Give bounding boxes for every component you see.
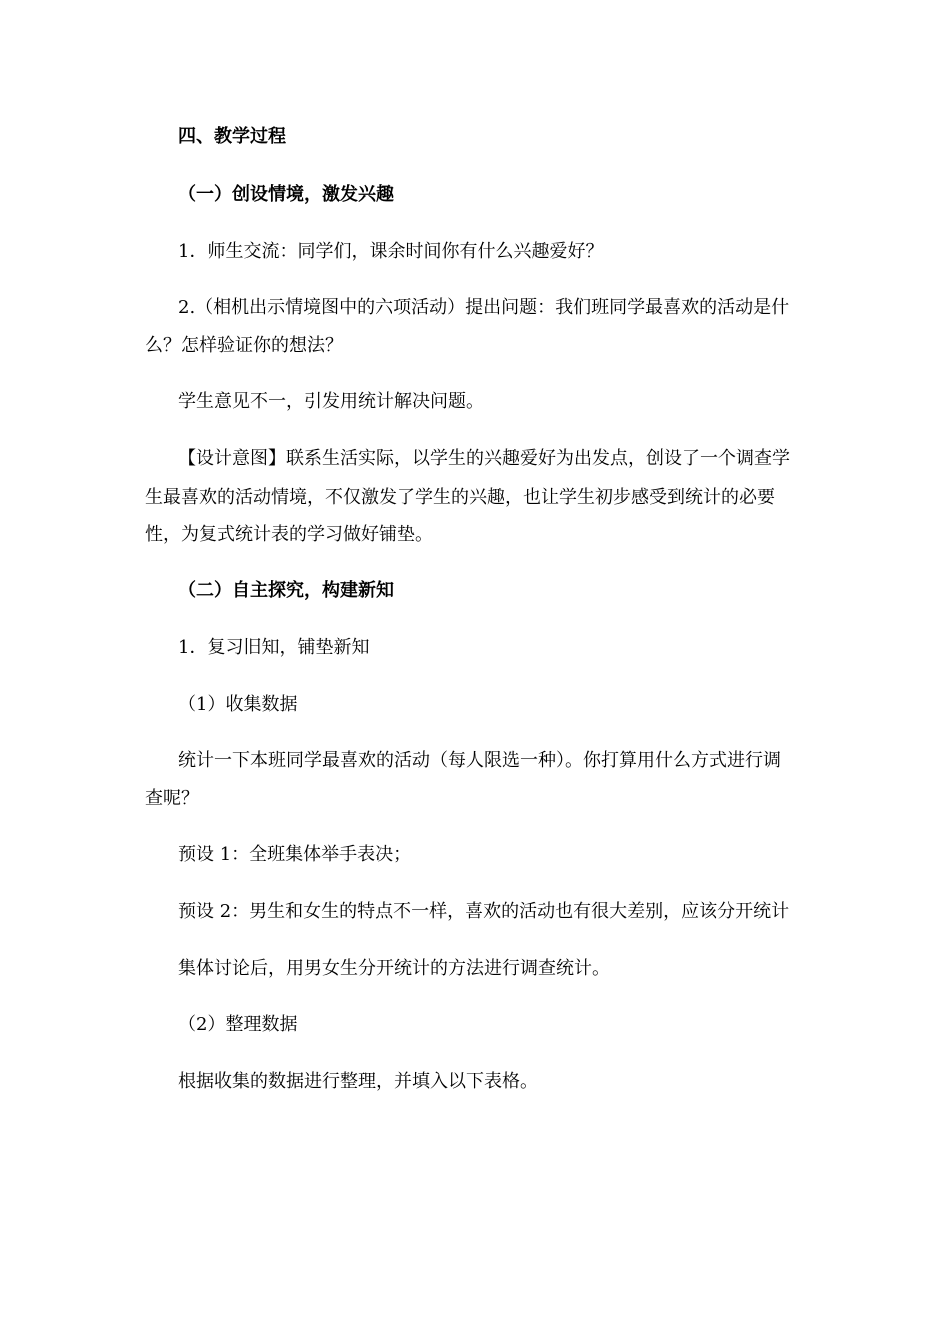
paragraph-11: （2）整理数据 <box>178 1014 298 1035</box>
paragraph-3: 学生意见不一，引发用统计解决问题。 <box>178 391 484 412</box>
paragraph-1: 1．师生交流：同学们，课余时间你有什么兴趣爱好？ <box>178 241 604 262</box>
paragraph-4-line-2: 生最喜欢的活动情境，不仅激发了学生的兴趣，也让学生初步感受到统计的必要 <box>145 487 775 508</box>
paragraph-7-line-2: 查呢？ <box>145 788 199 809</box>
section-title: 四、教学过程 <box>178 126 286 147</box>
paragraph-2-line-1: 2.（相机出示情境图中的六项活动）提出问题：我们班同学最喜欢的活动是什 <box>178 297 790 318</box>
paragraph-4-line-3: 性，为复式统计表的学习做好铺垫。 <box>145 524 433 545</box>
paragraph-2-line-2: 么？怎样验证你的想法？ <box>145 335 343 356</box>
paragraph-4-line-1: 【设计意图】联系生活实际，以学生的兴趣爱好为出发点，创设了一个调查学 <box>178 448 790 469</box>
paragraph-9: 预设 2：男生和女生的特点不一样，喜欢的活动也有很大差别，应该分开统计 <box>178 901 790 922</box>
paragraph-8: 预设 1：全班集体举手表决； <box>178 844 412 865</box>
paragraph-10: 集体讨论后，用男女生分开统计的方法进行调查统计。 <box>178 958 610 979</box>
subsection-title-2: （二）自主探究，构建新知 <box>178 580 394 601</box>
paragraph-5: 1．复习旧知，铺垫新知 <box>178 637 370 658</box>
paragraph-7-line-1: 统计一下本班同学最喜欢的活动（每人限选一种）。你打算用什么方式进行调 <box>178 750 781 771</box>
paragraph-12: 根据收集的数据进行整理，并填入以下表格。 <box>178 1071 538 1092</box>
subsection-title-1: （一）创设情境，激发兴趣 <box>178 184 394 205</box>
paragraph-6: （1）收集数据 <box>178 694 298 715</box>
